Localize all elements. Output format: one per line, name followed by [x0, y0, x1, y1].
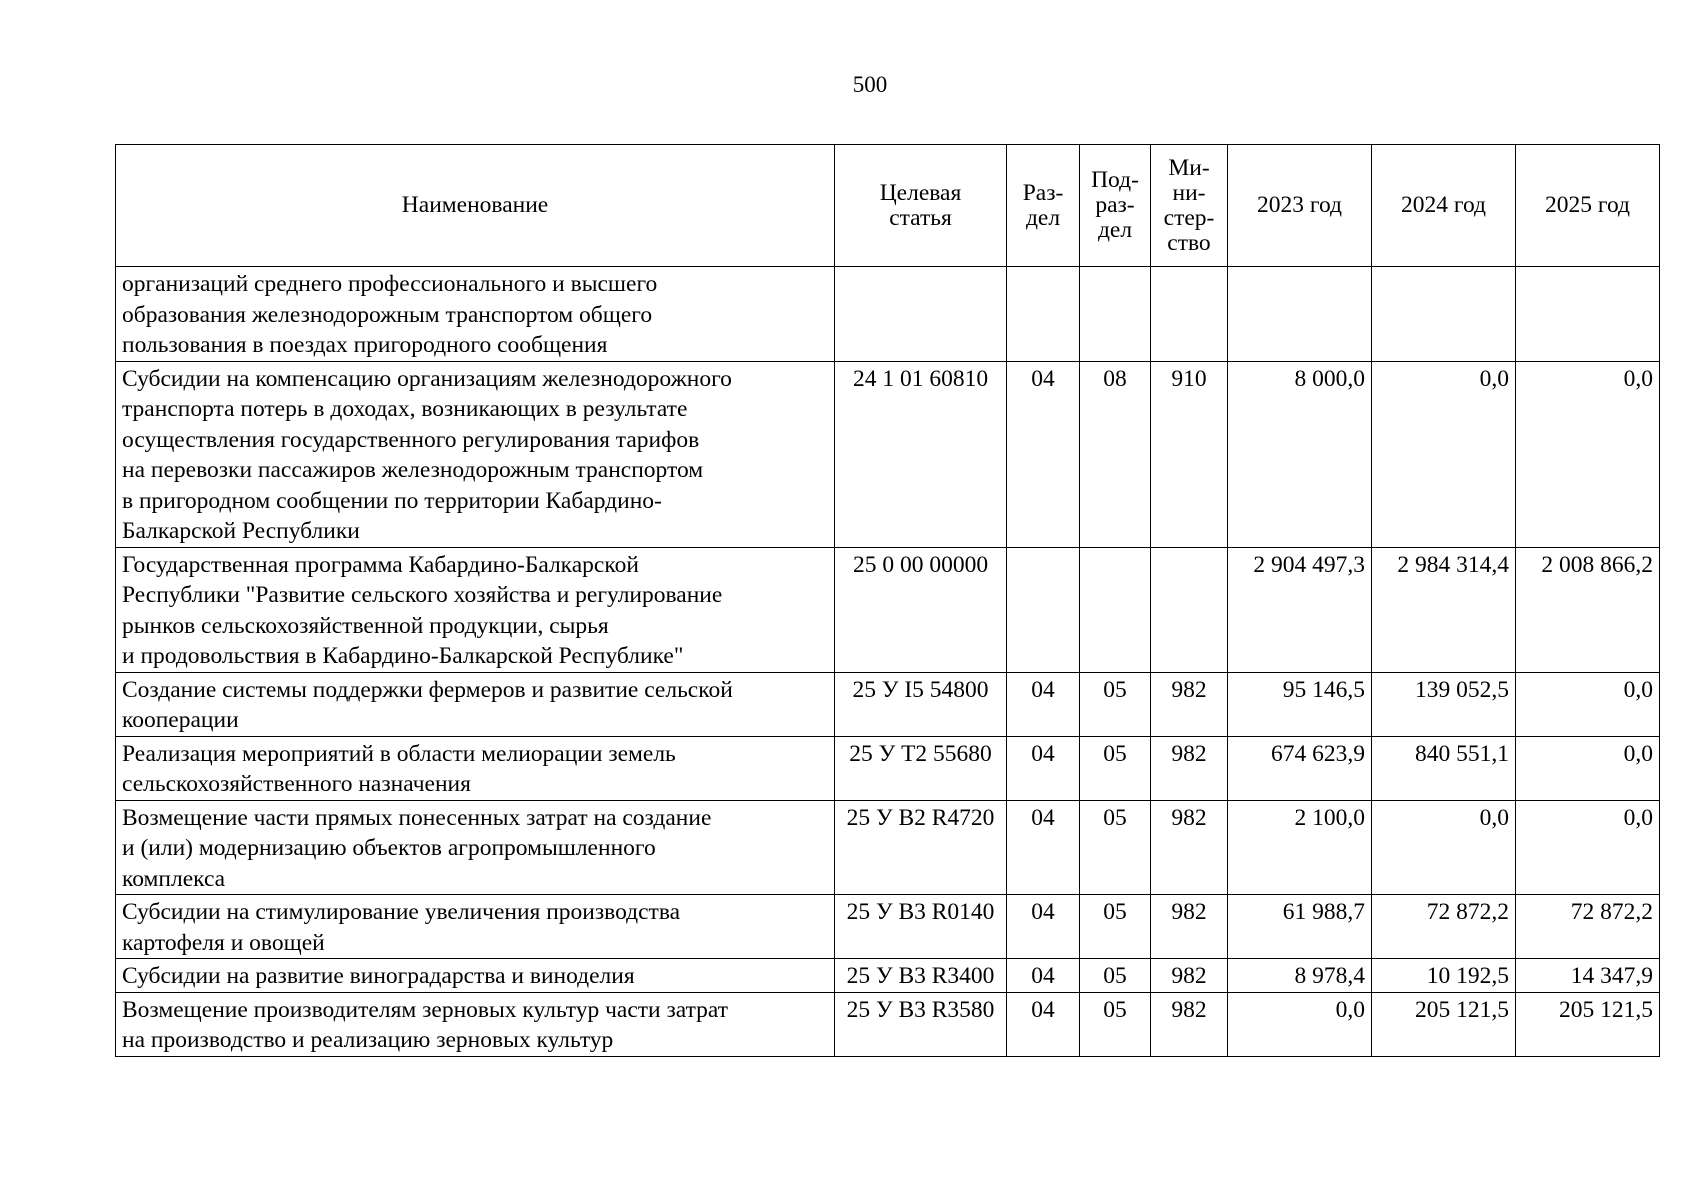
table-row [116, 736, 1660, 800]
header-2025: 2025 год [1516, 145, 1660, 267]
cell-name-line: комплекса [122, 865, 226, 892]
cell-section: 04 [1007, 736, 1080, 800]
cell-ministry [1151, 547, 1228, 672]
cell-2025: 2 008 866,2 [1516, 547, 1660, 672]
cell-target-article: 25 У В3 R0140 [835, 895, 1007, 959]
cell-2023: 8 000,0 [1228, 361, 1372, 547]
cell-section: 04 [1007, 672, 1080, 736]
cell-section: 04 [1007, 992, 1080, 1056]
header-ministry-line: Ми- [1168, 154, 1210, 181]
cell-2024: 139 052,5 [1372, 672, 1516, 736]
cell-name [116, 895, 835, 959]
header-target-article [835, 145, 1007, 267]
cell-name [116, 959, 835, 993]
cell-name [116, 736, 835, 800]
cell-section: 04 [1007, 895, 1080, 959]
cell-2023: 2 904 497,3 [1228, 547, 1372, 672]
cell-name-line: Создание системы поддержки фермеров и развитие сельской [122, 676, 733, 703]
cell-section: 04 [1007, 361, 1080, 547]
cell-target-article: 24 1 01 60810 [835, 361, 1007, 547]
cell-2023: 2 100,0 [1228, 800, 1372, 895]
cell-2025: 0,0 [1516, 800, 1660, 895]
header-section [1007, 145, 1080, 267]
header-subsection-line: дел [1097, 217, 1133, 243]
cell-ministry [1151, 267, 1228, 362]
cell-target-article [835, 267, 1007, 362]
header-row [116, 145, 1660, 267]
cell-target-article: 25 У В3 R3580 [835, 992, 1007, 1056]
cell-2025: 0,0 [1516, 361, 1660, 547]
cell-2024 [1372, 267, 1516, 362]
header-name: Наименование [116, 145, 835, 267]
table-row [116, 361, 1660, 547]
cell-2025: 0,0 [1516, 672, 1660, 736]
cell-target-article: 25 У Т2 55680 [835, 736, 1007, 800]
cell-name [116, 672, 835, 736]
header-2023: 2023 год [1228, 145, 1372, 267]
table-row [116, 895, 1660, 959]
page-number: 500 [852, 72, 888, 97]
cell-name-line: Государственная программа Кабардино-Балкарской [122, 551, 639, 578]
cell-2025: 72 872,2 [1516, 895, 1660, 959]
header-2024: 2024 год [1372, 145, 1516, 267]
cell-2025: 0,0 [1516, 736, 1660, 800]
cell-2023: 674 623,9 [1228, 736, 1372, 800]
cell-2024: 840 551,1 [1372, 736, 1516, 800]
cell-subsection: 08 [1080, 361, 1151, 547]
cell-ministry: 982 [1151, 672, 1228, 736]
cell-name [116, 267, 835, 362]
cell-name [116, 361, 835, 547]
table-row [116, 267, 1660, 362]
cell-ministry: 910 [1151, 361, 1228, 547]
table-row [116, 800, 1660, 895]
header-section-line: дел [1025, 204, 1061, 231]
header-target-line: статья [889, 204, 952, 231]
cell-name [116, 800, 835, 895]
cell-name-line: Возмещение части прямых понесенных затрат на создание [122, 804, 712, 831]
cell-2025: 14 347,9 [1516, 959, 1660, 993]
table-row [116, 992, 1660, 1056]
cell-subsection [1080, 267, 1151, 362]
cell-name-line: Возмещение производителям зерновых культур части затрат [122, 996, 729, 1023]
cell-2023 [1228, 267, 1372, 362]
cell-name-line: транспорта потерь в доходах, возникающих в результате [122, 396, 688, 422]
cell-subsection: 05 [1080, 959, 1151, 993]
cell-name-line: Балкарской Республики [122, 518, 360, 544]
cell-name-line: кооперации [122, 707, 239, 733]
header-section-line: Раз- [1022, 179, 1064, 206]
cell-2024: 205 121,5 [1372, 992, 1516, 1056]
header-ministry-line: ство [1167, 229, 1211, 256]
cell-name-line: на перевозки пассажиров железнодорожным транспортом [122, 457, 704, 483]
cell-name-line: Республики "Развитие сельского хозяйства и регулирование [122, 582, 723, 608]
cell-name [116, 992, 835, 1056]
cell-section: 04 [1007, 959, 1080, 993]
cell-name-line: организаций среднего профессионального и высшего [122, 271, 658, 297]
cell-name-line: на производство и реализацию зерновых культур [122, 1027, 614, 1053]
cell-subsection: 05 [1080, 992, 1151, 1056]
cell-target-article: 25 У I5 54800 [835, 672, 1007, 736]
cell-name-line: Субсидии на развитие виноградарства и виноделия [122, 963, 635, 989]
cell-section [1007, 267, 1080, 362]
cell-2025 [1516, 267, 1660, 362]
cell-name-line: сельскохозяйственного назначения [122, 771, 471, 797]
cell-section [1007, 547, 1080, 672]
cell-name-line: осуществления государственного регулирования тарифов [122, 426, 700, 453]
cell-name-line: пользования в поездах пригородного сообщения [122, 332, 608, 358]
cell-ministry: 982 [1151, 959, 1228, 993]
cell-2023: 61 988,7 [1228, 895, 1372, 959]
cell-2024: 2 984 314,4 [1372, 547, 1516, 672]
cell-target-article: 25 У В2 R4720 [835, 800, 1007, 895]
cell-name-line: Реализация мероприятий в области мелиорации земель [122, 740, 676, 767]
header-ministry-line: стер- [1163, 204, 1215, 231]
cell-name-line: образования железнодорожным транспортом общего [122, 301, 653, 328]
cell-target-article: 25 У В3 R3400 [835, 959, 1007, 993]
cell-ministry: 982 [1151, 800, 1228, 895]
cell-subsection: 05 [1080, 895, 1151, 959]
cell-ministry: 982 [1151, 736, 1228, 800]
header-ministry [1151, 145, 1228, 267]
header-target-line: Целевая [879, 179, 962, 206]
table-row [116, 672, 1660, 736]
budget-table [115, 144, 1660, 1057]
table-row [116, 547, 1660, 672]
cell-name-line: картофеля и овощей [122, 929, 325, 956]
cell-name [116, 547, 835, 672]
cell-subsection [1080, 547, 1151, 672]
cell-subsection: 05 [1080, 800, 1151, 895]
cell-2024: 10 192,5 [1372, 959, 1516, 993]
cell-2024: 0,0 [1372, 800, 1516, 895]
cell-2024: 72 872,2 [1372, 895, 1516, 959]
cell-section: 04 [1007, 800, 1080, 895]
table-row [116, 959, 1660, 993]
cell-target-article: 25 0 00 00000 [835, 547, 1007, 672]
cell-name-line: рынков сельскохозяйственной продукции, сырья [122, 612, 609, 639]
cell-name-line: в пригородном сообщении по территории Кабардино- [122, 487, 662, 514]
header-subsection-line: Под- [1091, 167, 1139, 193]
cell-subsection: 05 [1080, 736, 1151, 800]
cell-name-line: и (или) модернизацию объектов агропромышленного [122, 835, 656, 861]
header-subsection [1080, 145, 1151, 267]
cell-ministry: 982 [1151, 992, 1228, 1056]
cell-2025: 205 121,5 [1516, 992, 1660, 1056]
table-body [116, 267, 1660, 1057]
cell-name-line: Субсидии на компенсацию организациям железнодорожного [122, 365, 732, 392]
cell-name-line: Субсидии на стимулирование увеличения производства [122, 899, 681, 925]
cell-2023: 95 146,5 [1228, 672, 1372, 736]
cell-name-line: и продовольствия в Кабардино-Балкарской Республике" [122, 643, 684, 669]
cell-subsection: 05 [1080, 672, 1151, 736]
cell-2023: 8 978,4 [1228, 959, 1372, 993]
header-ministry-line: ни- [1172, 179, 1206, 206]
header-subsection-line: раз- [1095, 192, 1135, 218]
cell-2024: 0,0 [1372, 361, 1516, 547]
cell-ministry: 982 [1151, 895, 1228, 959]
cell-2023: 0,0 [1228, 992, 1372, 1056]
